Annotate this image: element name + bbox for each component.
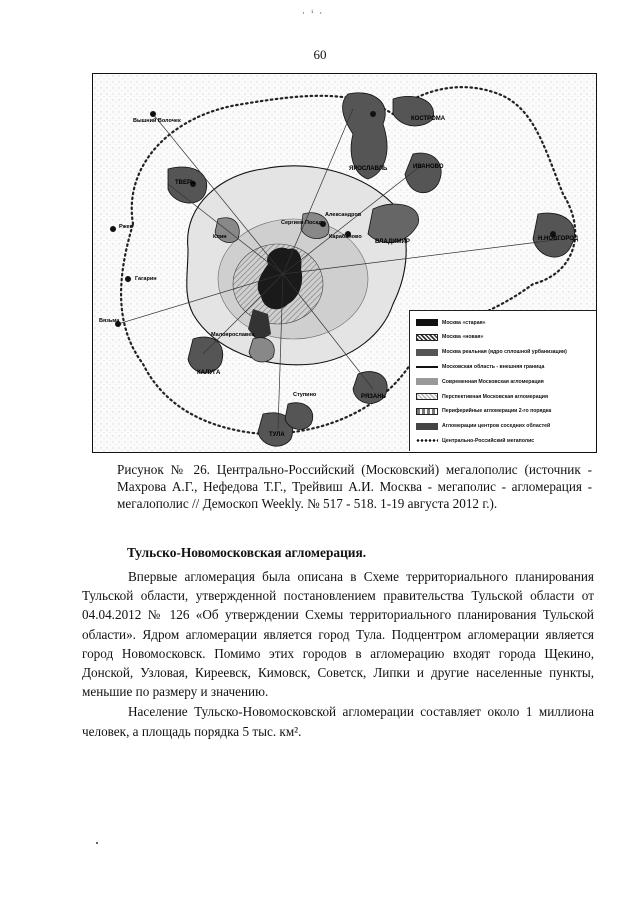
legend-swatch xyxy=(416,423,438,430)
paragraph-2: Население Тульско-Новомосковской агломерации составляет около 1 миллиона человек, а площадь порядка 5 тыс. км². xyxy=(82,704,594,739)
map-label-stupino: Ступино xyxy=(293,392,317,398)
legend-item xyxy=(416,421,550,432)
legend-swatch xyxy=(416,334,438,341)
legend-label: Москва реальная (ядро сплошной урбанизации) xyxy=(442,349,567,356)
megalopolis-map xyxy=(92,73,597,453)
legend-item xyxy=(416,361,544,372)
map-label-vyshny-volochek: Вышний Волочек xyxy=(133,118,181,124)
map-label-gagarin: Гагарин xyxy=(135,276,157,282)
legend-swatch xyxy=(416,349,438,356)
legend-item xyxy=(416,435,534,446)
map-label-vyazma: Вязьма xyxy=(99,318,120,324)
legend-swatch xyxy=(416,393,438,400)
map-label-maloyaroslavets: Малоярославец xyxy=(211,332,255,338)
legend-item xyxy=(416,391,548,402)
page-number: 60 xyxy=(313,47,327,62)
legend-label: Агломерации центров соседних областей xyxy=(442,423,551,430)
section-heading: Тульско-Новомосковская агломерация. xyxy=(127,545,367,560)
map-label-yaroslavl: ЯРОСЛАВЛЬ xyxy=(349,166,388,172)
legend-swatch xyxy=(416,437,438,444)
legend-swatch xyxy=(416,319,438,326)
legend-swatch xyxy=(416,378,438,385)
legend-label: Современная Московская агломерация xyxy=(442,378,544,385)
paragraph-1: Впервые агломерация была описана в Схеме территориального планирования Тульской области, утвержденной постановлением правительства Тульской области от 04.04.2012 № 126 «Об утверждении Схемы территориального планирования Тульской области». Ядром агломерации является город Тула. Подцентром агломерации является город Новомосковск. Помимо этих городов в агломерацию входят города Щекино, Донской, Узловая, Киреевск, Кимовск, Советск, Липки и другие населенные пункты, меньшие по размеру и значению. xyxy=(82,569,594,700)
scan-dot xyxy=(96,842,98,844)
figure-caption: Рисунок № 26. Центрально-Российский (Московский) мегалополис (источник - Махрова А.Г., Нефедова Т.Г., Трейвиш А.И. Москва - мегаполис - агломерация - мегалополис // Демоскоп Weekly. № 517 - 518. 1-19 августа 2012 г.). xyxy=(117,462,592,511)
legend-label: Периферийные агломерации 2-го порядка xyxy=(442,408,552,415)
map-legend xyxy=(409,310,596,451)
map-label-vladimir: ВЛАДИМИР xyxy=(375,239,410,245)
map-label-tula: ТУЛА xyxy=(269,432,285,438)
legend-item xyxy=(416,317,486,328)
legend-item xyxy=(416,406,551,417)
legend-swatch xyxy=(416,408,438,415)
legend-label: Москва «старая» xyxy=(442,319,486,326)
scan-specks: · ⁱ · xyxy=(302,8,325,18)
map-label-karabanovo: Карабаново xyxy=(329,234,362,240)
legend-label: Москва «новая» xyxy=(442,334,484,341)
legend-item xyxy=(416,376,544,387)
map-label-klin: Клин xyxy=(213,234,227,240)
legend-label: Центрально-Российский мегаполис xyxy=(442,437,535,444)
body-text xyxy=(82,567,594,741)
map-label-ryazan: РЯЗАНЬ xyxy=(361,394,386,400)
map-label-rzhev: Ржев xyxy=(119,224,133,230)
legend-swatch xyxy=(416,366,438,368)
legend-item xyxy=(416,332,483,343)
map-label-sergiev: Сергиев Посад xyxy=(281,220,322,226)
map-label-kaluga: КАЛУГА xyxy=(197,370,221,376)
map-label-ivanovo: ИВАНОВО xyxy=(413,164,444,170)
legend-label: Перспективная Московская агломерация xyxy=(442,393,549,400)
legend-item xyxy=(416,347,567,358)
legend-label: Московская область - внешняя граница xyxy=(442,363,545,370)
map-label-nizhny: Н.НОВГОРОД xyxy=(538,236,579,242)
map-label-kostroma: КОСТРОМА xyxy=(411,116,446,122)
map-label-aleksandrov: Александров xyxy=(325,212,362,218)
map-label-tver: ТВЕРЬ xyxy=(175,180,196,186)
